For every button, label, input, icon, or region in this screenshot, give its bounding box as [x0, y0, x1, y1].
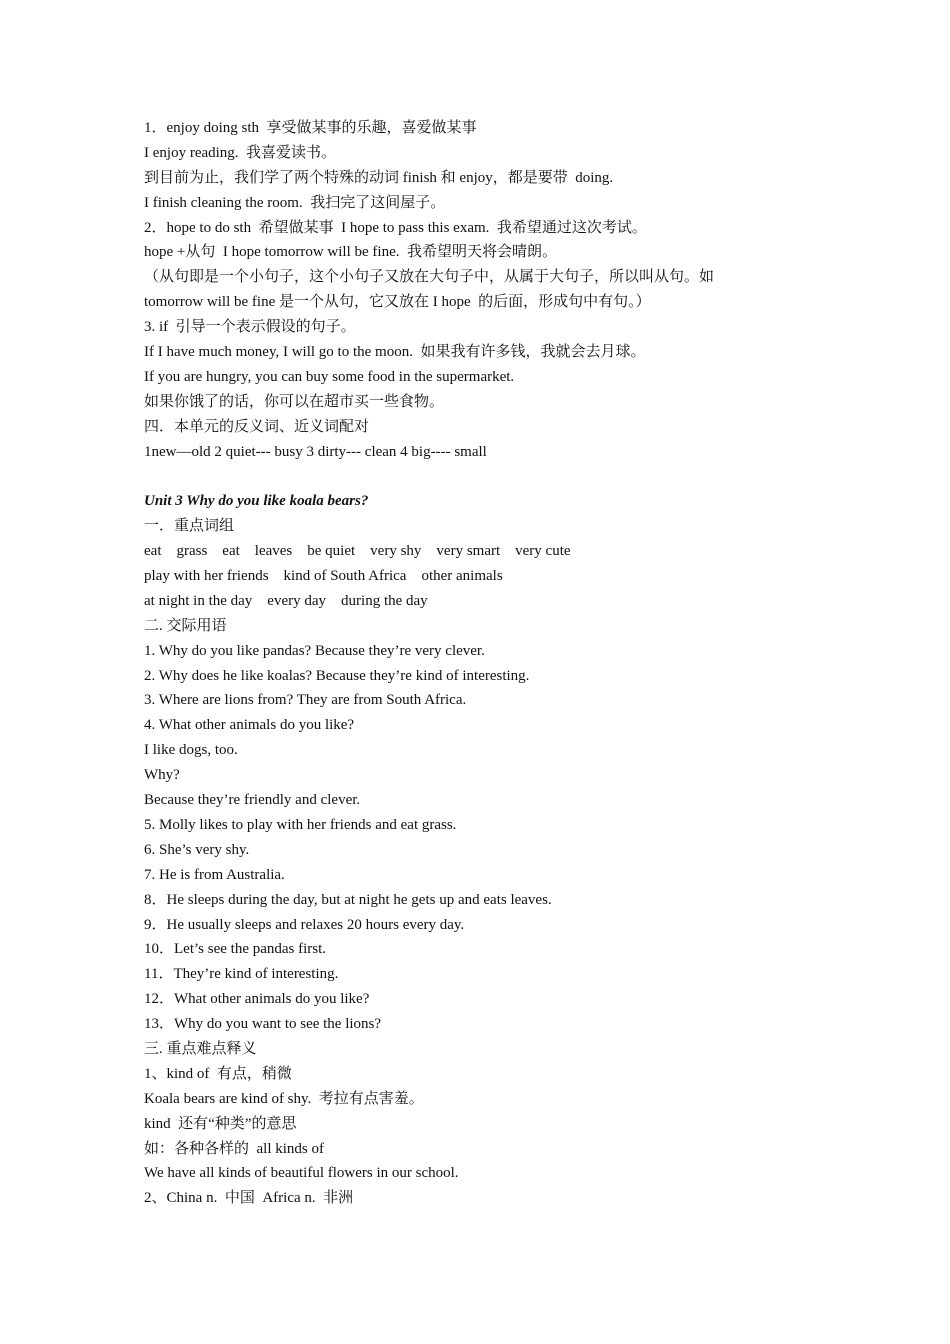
text-line: 12．What other animals do you like?: [144, 991, 370, 1008]
text-line: Why?: [144, 767, 180, 784]
text-line: 3. if 引导一个表示假设的句子。: [144, 319, 356, 336]
text-line: Koala bears are kind of shy. 考拉有点害羞。: [144, 1090, 424, 1107]
text-line: 9．He usually sleeps and relaxes 20 hours every day.: [144, 916, 465, 933]
section-heading: 四．本单元的反义词、近义词配对: [144, 418, 370, 435]
text-line: 5. Molly likes to play with her friends and eat grass.: [144, 816, 457, 833]
text-line: 1. Why do you like pandas? Because they’re very clever.: [144, 642, 485, 659]
text-line: If you are hungry, you can buy some food in the supermarket.: [144, 368, 515, 385]
text-line: at night in the day every day during the day: [144, 592, 428, 609]
text-line: 4. What other animals do you like?: [144, 717, 355, 734]
text-line: eat grass eat leaves be quiet very shy very smart very cute: [144, 543, 571, 560]
section-heading: 二. 交际用语: [144, 617, 227, 634]
unit-title: Unit 3 Why do you like koala bears?: [144, 493, 369, 510]
text-line: 10．Let’s see the pandas first.: [144, 941, 327, 958]
text-line: I finish cleaning the room. 我扫完了这间屋子。: [144, 194, 446, 211]
document-body: [144, 116, 824, 1211]
text-line: tomorrow will be fine 是一个从句，它又放在 I hope 的后面，形成句中有句。）: [144, 294, 651, 311]
text-line: 3. Where are lions from? They are from South Africa.: [144, 692, 467, 709]
text-line: 2、China n. 中国 Africa n. 非洲: [144, 1190, 354, 1207]
text-line: 1．enjoy doing sth 享受做某事的乐趣，喜爱做某事: [144, 120, 477, 136]
text-line: （从句即是一个小句子，这个小句子又放在大句子中，从属于大句子，所以叫从句。如: [144, 269, 715, 286]
text-line: 到目前为止，我们学了两个特殊的动词 finish 和 enjoy，都是要带 doing.: [144, 169, 614, 186]
text-line: 6. She’s very shy.: [144, 841, 250, 858]
text-line: 2．hope to do sth 希望做某事 I hope to pass this exam. 我希望通过这次考试。: [144, 219, 647, 236]
text-line: 11．They’re kind of interesting.: [144, 966, 339, 983]
text-line: 7. He is from Australia.: [144, 866, 285, 883]
text-line: I like dogs, too.: [144, 742, 238, 759]
text-line: kind 还有“种类”的意思: [144, 1115, 297, 1132]
text-line: play with her friends kind of South Africa other animals: [144, 568, 503, 585]
text-line: hope +从句 I hope tomorrow will be fine. 我希望明天将会晴朗。: [144, 244, 557, 261]
blank-line: [144, 464, 824, 489]
text-line: 8．He sleeps during the day, but at night he gets up and eats leaves.: [144, 891, 552, 908]
text-line: 1new—old 2 quiet--- busy 3 dirty--- clean 4 big---- small: [144, 443, 487, 460]
text-line: If I have much money, I will go to the moon. 如果我有许多钱，我就会去月球。: [144, 344, 646, 361]
text-line: 如：各种各样的 all kinds of: [144, 1140, 324, 1157]
text-line: We have all kinds of beautiful flowers in our school.: [144, 1165, 459, 1182]
text-line: I enjoy reading. 我喜爱读书。: [144, 144, 337, 161]
text-line: Because they’re friendly and clever.: [144, 792, 361, 809]
text-line: 2. Why does he like koalas? Because they’re kind of interesting.: [144, 667, 530, 684]
section-heading: 三. 重点难点释义: [144, 1040, 257, 1057]
text-line: 如果你饿了的话，你可以在超市买一些食物。: [144, 393, 445, 410]
text-line: 1、kind of 有点，稍微: [144, 1065, 292, 1082]
section-heading: 一．重点词组: [144, 518, 235, 535]
text-line: 13．Why do you want to see the lions?: [144, 1016, 382, 1033]
